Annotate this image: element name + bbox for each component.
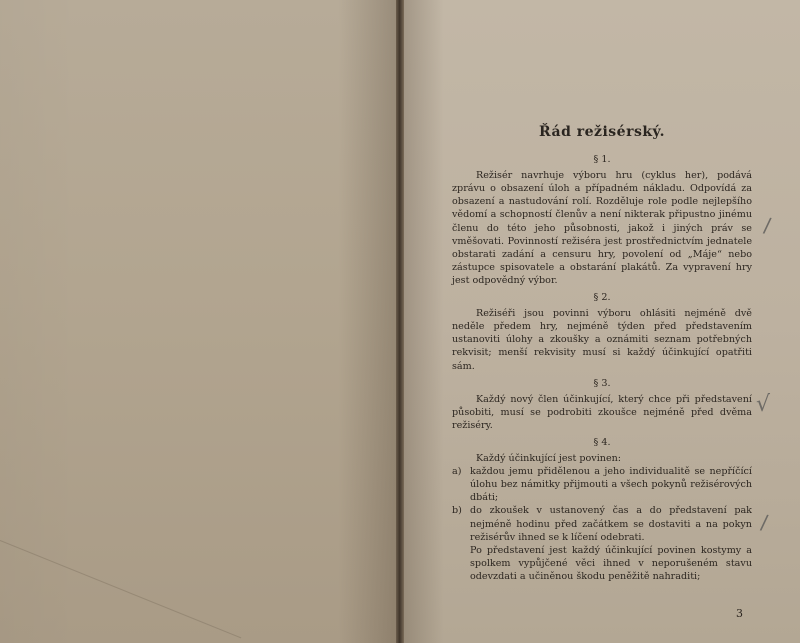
section-2-heading: § 2. [593, 292, 611, 304]
section-4-continuation: Po představení jest každý účinkující povinen kostymy a spolkem vypůjčené věci ihned v neporušeném stavu odevzdati a učiněnou škodu peněžitě nahraditi; [470, 544, 752, 582]
margin-mark: / [759, 509, 770, 535]
list-item [452, 504, 752, 543]
page-content [452, 118, 752, 583]
section-2-text: Režiséři jsou povinni výboru ohlásiti nejméně dvě neděle předem hry, nejméně týden před představením ustanoviti úlohy a zkoušky a oznámiti seznam potřebných rekvisit; menší rekvisity musí si každý účinkující opatřiti sám. [452, 308, 752, 372]
list-item-text: do zkoušek v ustanovený čas a do představení pak nejméně hodinu před začátkem se dostaviti a na pokyn režisérův ihned se k líčení odebrati. [470, 505, 752, 543]
section-4-intro: Každý účinkující jest povinen: [476, 453, 622, 465]
margin-mark: / [762, 212, 773, 238]
page-number: 3 [736, 607, 743, 620]
section-1-text: Režisér navrhuje výboru hru (cyklus her), podává zprávu o obsazení úloh a případném nákladu. Odpovídá za obsazení a nastudování rolí. Rozděluje role podle nejlepšího vědomí a schopností členův a není nikterak připustno jinému členu do této jeho působnosti, jakož i jiných práv se vměšovati. Povinností režiséra jest prostřednictvím jednatele obstarati zadání a censuru hry, povolení od „Máje“ nebo zástupce spisovatele a obstarání plakátů. Za vypravení hry jest odpovědný výbor. [452, 170, 752, 286]
document-title: Řád režisérský. [539, 124, 665, 140]
paper-fold-line [0, 540, 241, 638]
book-spine [396, 0, 404, 643]
list-item-label: b) [452, 505, 462, 517]
left-page [0, 0, 398, 643]
list-item-label: a) [452, 466, 462, 478]
section-3-text: Každý nový člen účinkující, který chce při představení působiti, musí se podrobiti zkoušce nejméně před dvěma režiséry. [452, 393, 752, 431]
section-3-heading: § 3. [593, 377, 611, 389]
list-item-text: každou jemu přidělenou a jeho individualitě se nepříčící úlohu bez námitky přijmouti a všech pokynů režisérových dbáti; [470, 466, 752, 504]
list-item [452, 465, 752, 504]
margin-mark: √ [756, 392, 771, 417]
section-1-heading: § 1. [593, 154, 611, 166]
section-4-heading: § 4. [593, 436, 611, 448]
right-page [404, 0, 800, 643]
